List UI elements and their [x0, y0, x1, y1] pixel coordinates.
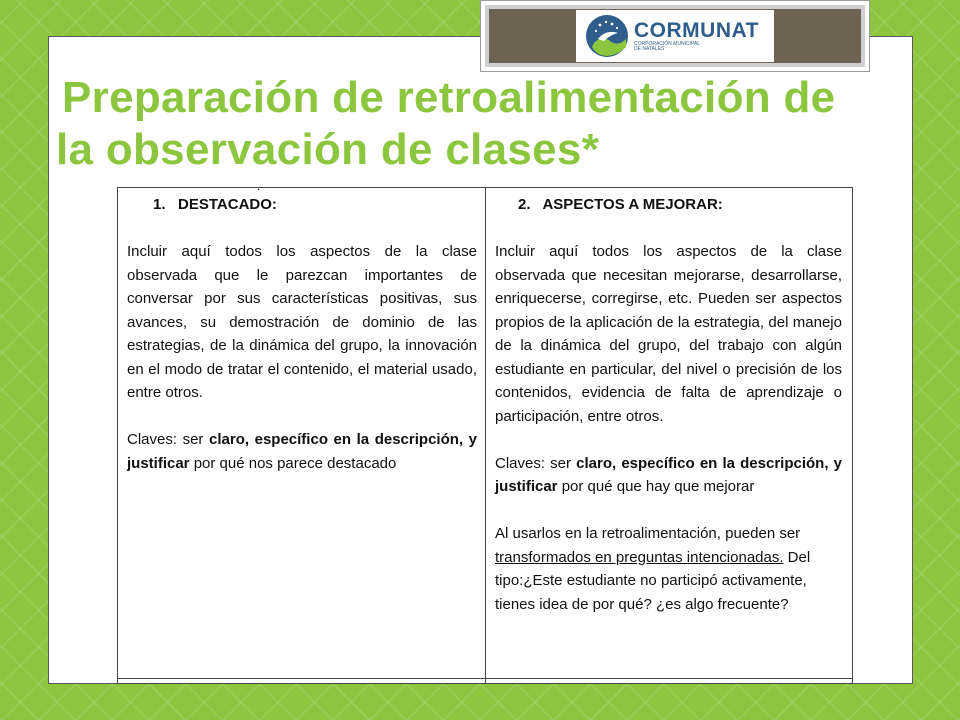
mejorar-usage-intro: Al usarlos en la retroalimentación, pueden ser — [495, 525, 801, 542]
stray-mark: . — [257, 179, 261, 193]
destacado-heading-text: DESTACADO: — [178, 196, 277, 213]
slide-title — [58, 72, 938, 176]
destacado-keys-suffix: por qué nos parece destacado — [189, 454, 397, 472]
destacado-heading-number: 1. — [153, 196, 166, 213]
destacado-keys-bold: claro, específico en la descripción, y justificar — [127, 431, 477, 472]
mejorar-heading — [495, 193, 842, 217]
mejorar-heading-number: 2. — [518, 196, 531, 213]
destacado-heading — [127, 193, 477, 217]
destacado-keys — [127, 428, 477, 475]
mejorar-keys — [495, 452, 842, 499]
slide-title-line-2: la observación de clases* — [56, 125, 600, 174]
logo-name: CORMUNAT — [634, 18, 759, 42]
mejorar-keys-prefix: Claves: ser — [495, 454, 577, 472]
destacado-column — [118, 188, 486, 683]
logo-card — [576, 10, 774, 62]
feedback-table — [117, 187, 853, 684]
logo-subtitle: CORPORACIÓN MUNICIPAL DE NATALES — [634, 40, 700, 52]
destacado-body: Incluir aquí todos los aspectos de la clase observada que le parezcan importantes de conversar por sus características positivas, sus avances, su demostración de dominio de las estrategias, de la dinámica del grupo, la innovación en el modo de tratar el contenido, el material usado, entre otros. — [127, 243, 477, 401]
logo-inner-border — [485, 5, 865, 67]
mejorar-body: Incluir aquí todos los aspectos de la clase observada que necesitan mejorarse, desarrollarse, enriquecerse, corregirse, etc. Pueden ser aspectos propios de la aplicación de la estrategia, del manejo de la dinámica del grupo, del trabajo con algún estudiante en particular, del nivel o precisión de los contenidos, evidencia de falta de aprendizaje o participación, entre otros. — [495, 243, 842, 425]
cormunat-emblem-icon — [584, 13, 630, 59]
destacado-keys-prefix: Claves: ser — [127, 431, 210, 448]
mejorar-usage-underlined: transformados en preguntas intencionadas. — [495, 548, 784, 566]
mejorar-heading-text: ASPECTOS A MEJORAR: — [542, 196, 723, 213]
mejorar-keys-bold: claro, específico en la descripción, y justificar — [495, 454, 842, 495]
mejorar-column — [486, 188, 852, 683]
mejorar-usage — [495, 522, 842, 616]
mejorar-keys-suffix: por qué que hay que mejorar — [557, 478, 755, 495]
slide-title-line-1: Preparación de retroalimentación de — [62, 73, 836, 122]
mejorar-usage-rest: Del tipo:¿Este estudiante no participó activamente, tienes idea de por qué? ¿es algo frecuente? — [495, 548, 811, 613]
table-bottom-line — [117, 678, 853, 679]
logo-frame — [480, 0, 870, 72]
